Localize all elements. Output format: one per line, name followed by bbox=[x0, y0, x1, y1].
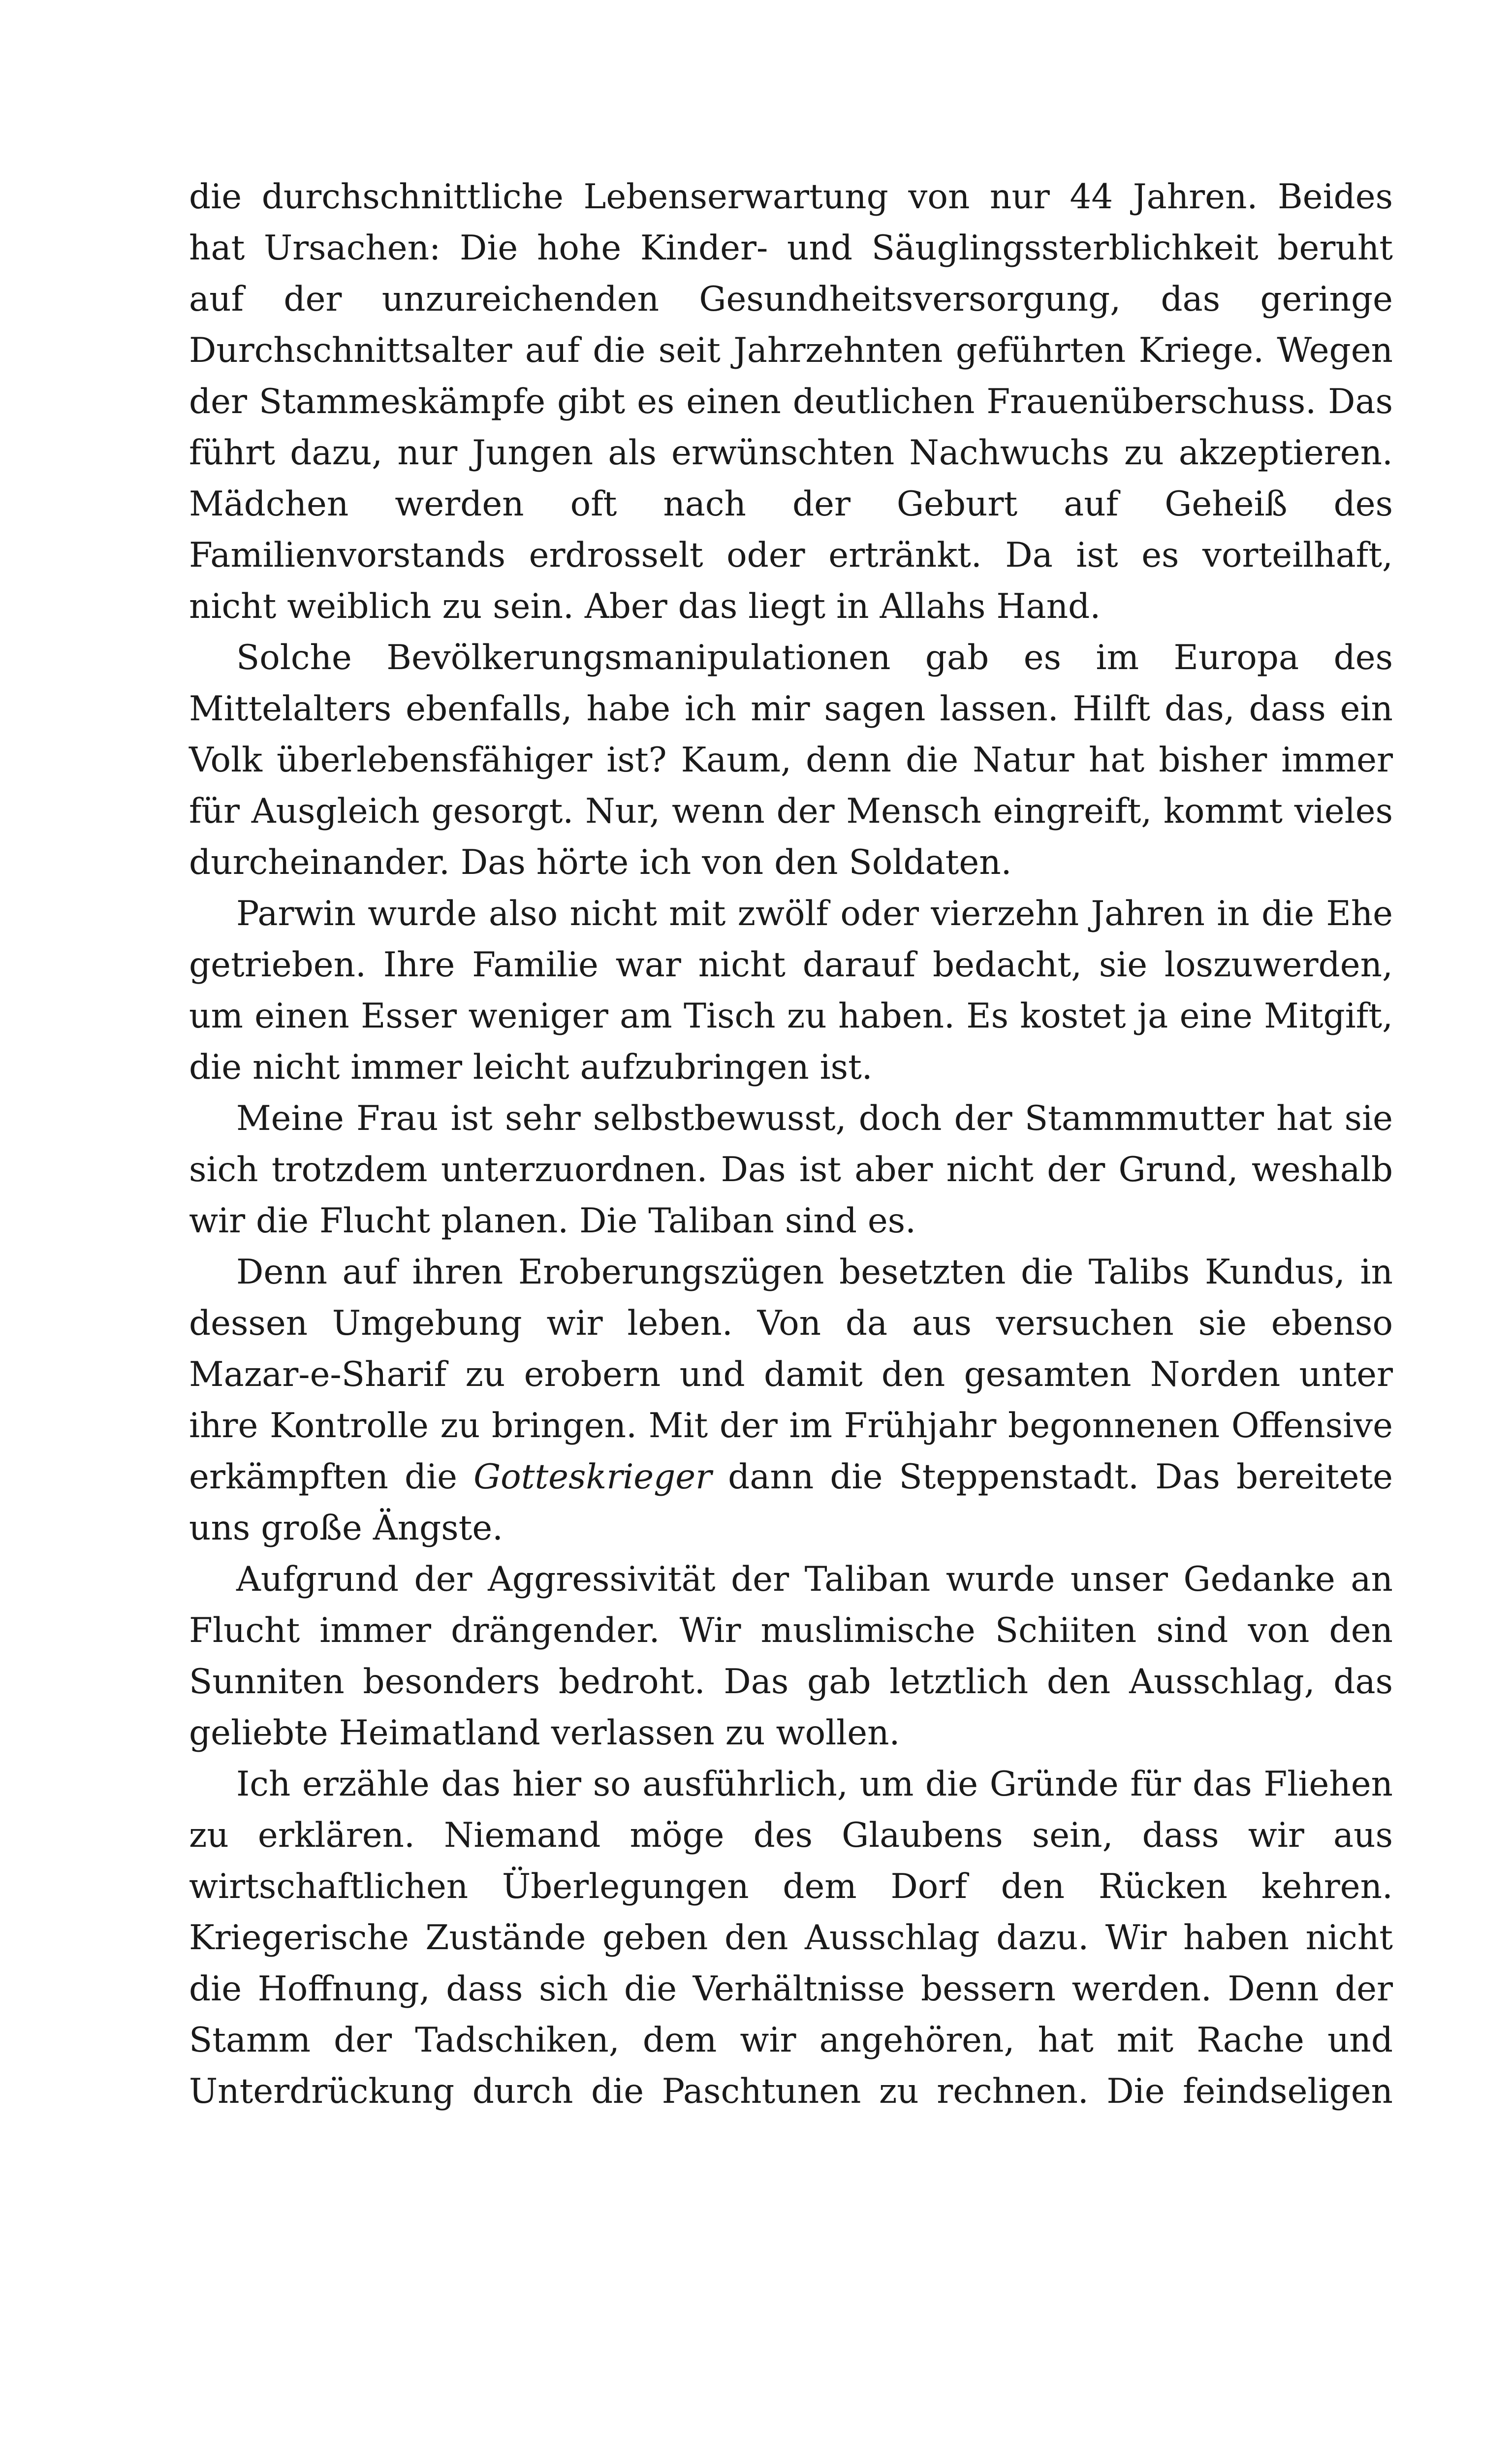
paragraph-2: Solche Bevölkerungsmanipulationen gab es im Europa des Mittelalters ebenfalls, habe ich mir sagen lassen. Hilft das, dass ein Volk überlebensfähiger ist? Kaum, denn die Natur hat bisher immer für Ausgleich gesorgt. Nur, wenn der Mensch eingreift, kommt vieles durcheinander. Das hörte ich von den Soldaten. bbox=[189, 638, 1393, 882]
paragraph-5-text-after: dann die Steppenstadt. Das bereitete uns große Ängste. bbox=[189, 1457, 1393, 1548]
paragraph-5 bbox=[189, 1247, 1393, 1554]
paragraph-5-emphasis: Gotteskrieger bbox=[473, 1457, 712, 1497]
paragraph-4: Meine Frau ist sehr selbstbewusst, doch der Stammmutter hat sie sich trotzdem unterzuordnen. Das ist aber nicht der Grund, weshalb wir die Flucht planen. Die Taliban sind es. bbox=[189, 1099, 1393, 1241]
book-page-body bbox=[189, 171, 1393, 2117]
paragraph-6: Aufgrund der Aggressivität der Taliban wurde unser Gedanke an Flucht immer drängender. Wir muslimische Schiiten sind von den Sunniten besonders bedroht. Das gab letztlich den Ausschlag, das geliebte Heimatland verlassen zu wollen. bbox=[189, 1560, 1393, 1753]
paragraph-3: Parwin wurde also nicht mit zwölf oder vierzehn Jahren in die Ehe getrieben. Ihre Familie war nicht darauf bedacht, sie loszuwerden, um einen Esser weniger am Tisch zu haben. Es kostet ja eine Mitgift, die nicht immer leicht aufzubringen ist. bbox=[189, 894, 1393, 1087]
paragraph-1: die durchschnittliche Lebenserwartung von nur 44 Jahren. Beides hat Ursachen: Die hohe Kinder- und Säuglingssterblichkeit beruht auf der unzureichenden Gesundheitsversorgung, das geringe Durchschnittsalter auf die seit Jahrzehnten geführten Kriege. Wegen der Stammeskämpfe gibt es einen deutlichen Frauenüberschuss. Das führt dazu, nur Jungen als erwünschten Nachwuchs zu akzeptieren. Mädchen werden oft nach der Geburt auf Geheiß des Familienvorstands erdrosselt oder ertränkt. Da ist es vorteilhaft, nicht weiblich zu sein. Aber das liegt in Allahs Hand. bbox=[189, 177, 1393, 626]
paragraph-7: Ich erzähle das hier so ausführlich, um die Gründe für das Fliehen zu erklären. Niemand möge des Glaubens sein, dass wir aus wirtschaftlichen Überlegungen dem Dorf den Rücken kehren. Kriegerische Zustände geben den Ausschlag dazu. Wir haben nicht die Hoffnung, dass sich die Verhältnisse bessern werden. Denn der Stamm der Tadschiken, dem wir angehören, hat mit Rache und Unterdrückung durch die Paschtunen zu rechnen. Die feindseligen bbox=[189, 1765, 1393, 2111]
paragraph-5-text-before: Denn auf ihren Eroberungszügen besetzten die Talibs Kundus, in dessen Umgebung wir leben. Von da aus versuchen sie ebenso Mazar-e-Sharif zu erobern und damit den gesamten Norden unter ihre Kontrolle zu bringen. Mit der im Frühjahr begonnenen Offensive erkämpften die bbox=[189, 1253, 1393, 1497]
